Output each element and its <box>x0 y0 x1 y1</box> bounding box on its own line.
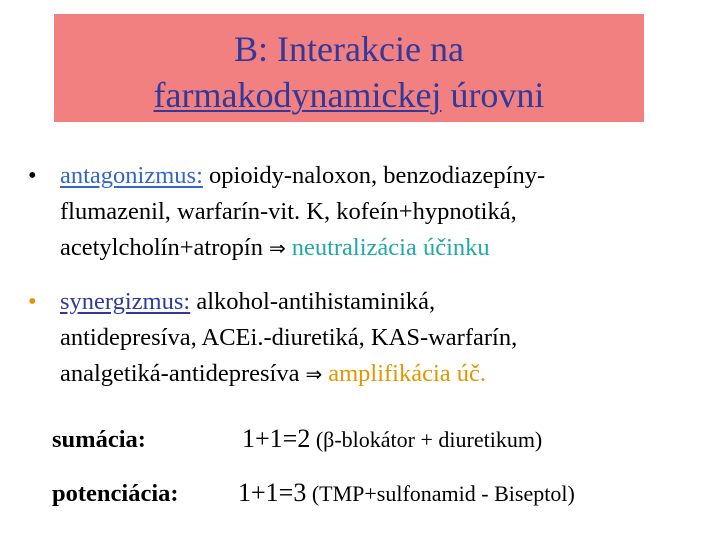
definition-label: sumácia: <box>52 426 146 453</box>
title-rest: úrovni <box>441 75 545 115</box>
definition-label: potenciácia: <box>52 480 179 507</box>
bullet-line: flumazenil, warfarín-vit. K, kofeín+hypnotiká, <box>60 198 517 225</box>
bullet-antagonizmus <box>28 158 545 266</box>
bullet-line <box>28 158 545 194</box>
definition-detail: (TMP+sulfonamid - Biseptol) <box>306 481 575 506</box>
implies-arrow-icon: ⇒ <box>268 236 286 260</box>
bullet-text: analgetiká-antidepresíva <box>60 360 300 387</box>
bullet-text: acetylcholín+atropín <box>60 234 263 261</box>
term-synergizmus: synergizmus: <box>60 288 191 315</box>
bullet-line <box>28 230 545 266</box>
definition-formula: 1+1=2 <box>242 424 311 453</box>
bullet-line: antidepresíva, ACEi.-diuretiká, KAS-warfarín, <box>60 324 518 351</box>
title-line-1: B: Interakcie na <box>234 29 464 69</box>
definition-detail: (β-blokátor + diuretikum) <box>310 427 543 452</box>
bullet-dot-icon: • <box>28 288 37 315</box>
bullet-line <box>28 356 517 392</box>
title-line-2 <box>54 72 644 118</box>
term-antagonizmus: antagonizmus: <box>60 162 203 189</box>
title-underlined-word: farmakodynamickej <box>153 75 442 115</box>
definition-sumacia <box>52 424 542 454</box>
definition-formula: 1+1=3 <box>238 478 307 507</box>
definition-potenciacia <box>52 478 575 508</box>
result-neutralizacia: neutralizácia účinku <box>291 234 490 261</box>
implies-arrow-icon: ⇒ <box>305 362 323 386</box>
bullet-text: alkohol-antihistaminiká, <box>190 288 436 315</box>
bullet-synergizmus <box>28 284 517 392</box>
bullet-text: opioidy-naloxon, benzodiazepíny- <box>202 162 546 189</box>
bullet-dot-icon: • <box>28 162 37 189</box>
bullet-line <box>28 284 517 320</box>
result-amplifikacia: amplifikácia úč. <box>328 360 487 387</box>
title-banner <box>54 14 644 122</box>
